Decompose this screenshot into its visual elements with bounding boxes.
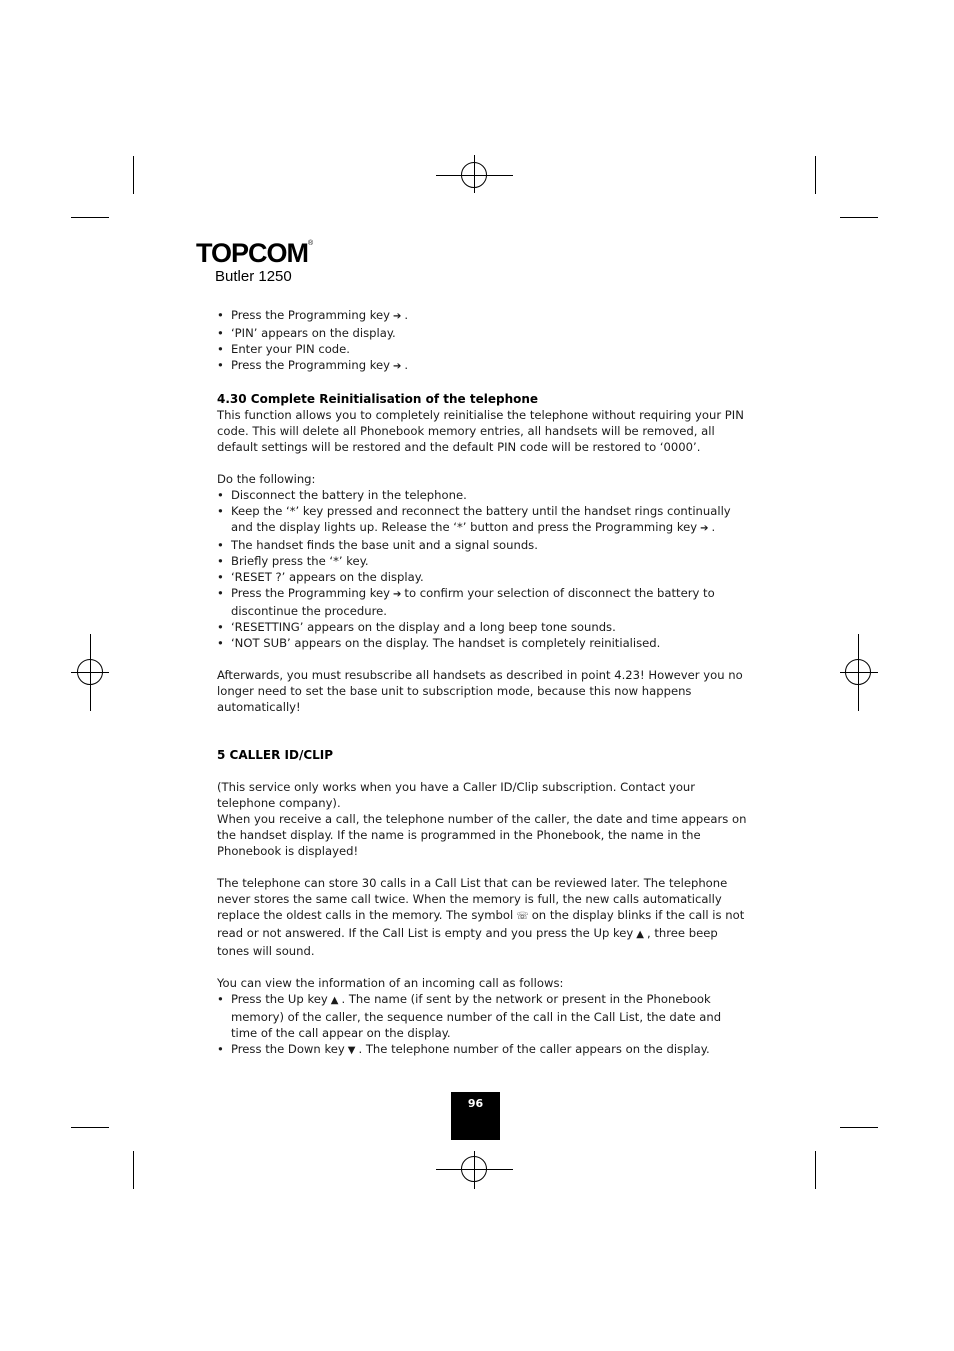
paragraph: This function allows you to completely reinitialise the telephone without requiring your PIN code. This will delete all Phonebook memory entries, all handsets will be removed, all default settings will be restored and the default PIN code will be restored to ‘0000’. — [217, 408, 744, 454]
crop-mark — [815, 1151, 816, 1189]
list-item: • Press the Programming key ➔ . — [217, 307, 747, 325]
crop-mark — [71, 1127, 109, 1128]
paragraph: You can view the information of an incoming call as follows: — [217, 976, 564, 990]
crop-mark — [815, 156, 816, 194]
paragraph: (This service only works when you have a Caller ID/Clip subscription. Contact your telephone company). — [217, 780, 696, 810]
programming-key-icon: ➔ — [393, 589, 402, 600]
list-item: • ‘RESETTING’ appears on the display and a long beep tone sounds. — [217, 619, 747, 635]
paragraph: Afterwards, you must resubscribe all handsets as described in point 4.23! However you no longer need to set the base unit to subscription mode, because this now happens automatically! — [217, 668, 743, 714]
list-item: • Disconnect the battery in the telephone. — [217, 487, 747, 503]
registration-circle — [461, 162, 487, 188]
page-body — [217, 307, 747, 1059]
caller-symbol-icon: ☏ — [516, 911, 529, 922]
pin-steps-list — [217, 307, 747, 375]
reinit-steps-list — [217, 487, 747, 651]
list-item: • ‘RESET ?’ appears on the display. — [217, 569, 747, 585]
up-key-icon: ▲ — [330, 995, 339, 1006]
caller-steps-list — [217, 991, 747, 1059]
list-item: • The handset finds the base unit and a signal sounds. — [217, 537, 747, 553]
paragraph: Do the following: — [217, 472, 316, 486]
section-heading: 4.30 Complete Reinitialisation of the telephone — [217, 392, 539, 406]
programming-key-icon: ➔ — [393, 311, 402, 322]
up-key-icon: ▲ — [636, 929, 644, 940]
crop-mark — [71, 217, 109, 218]
paragraph: The telephone can store 30 calls in a Call List that can be reviewed later. The telephone never stores the same call twice. When the memory is full, the new calls automatically replace the oldest calls in the memory. The symbol ☏ on the display blinks if the call is not read or not answered. If the Call List is empty and you press the Up key ▲ , three beep tones will sound. — [217, 876, 745, 958]
crop-mark — [133, 1151, 134, 1189]
down-key-icon: ▼ — [347, 1045, 356, 1056]
list-item: • ‘NOT SUB’ appears on the display. The handset is completely reinitialised. — [217, 635, 747, 651]
section-heading: 5 CALLER ID/CLIP — [217, 748, 334, 762]
registration-circle — [845, 659, 871, 685]
crop-mark — [840, 1127, 878, 1128]
list-item: • Press the Down key ▼ . The telephone number of the caller appears on the display. — [217, 1041, 747, 1059]
list-item: • Press the Up key ▲ . The name (if sent by the network or present in the Phonebook memory) of the caller, the sequence number of the call in the Call List, the date and time of the call appear on the display. — [217, 991, 747, 1041]
model-name: Butler 1250 — [215, 268, 292, 285]
list-item: • Enter your PIN code. — [217, 341, 747, 357]
page-number: 96 — [451, 1092, 500, 1140]
crop-mark — [840, 217, 878, 218]
list-item: • Keep the ‘*’ key pressed and reconnect the battery until the handset rings continually and the display lights up. Release the ‘*’ button and press the Programming key ➔ . — [217, 503, 747, 537]
list-item: • ‘PIN’ appears on the display. — [217, 325, 747, 341]
list-item: • Press the Programming key ➔ . — [217, 357, 747, 375]
registration-circle — [77, 659, 103, 685]
list-item: • Briefly press the ‘*’ key. — [217, 553, 747, 569]
crop-mark — [133, 156, 134, 194]
brand-logo: TOPCOM® — [196, 238, 313, 268]
programming-key-icon: ➔ — [700, 523, 709, 534]
list-item: • Press the Programming key ➔ to confirm your selection of disconnect the battery to discontinue the procedure. — [217, 585, 747, 619]
paragraph: When you receive a call, the telephone number of the caller, the date and time appears on the handset display. If the name is programmed in the Phonebook, the name in the Phonebook is displayed! — [217, 812, 747, 858]
programming-key-icon: ➔ — [393, 361, 402, 372]
registration-circle — [461, 1156, 487, 1182]
